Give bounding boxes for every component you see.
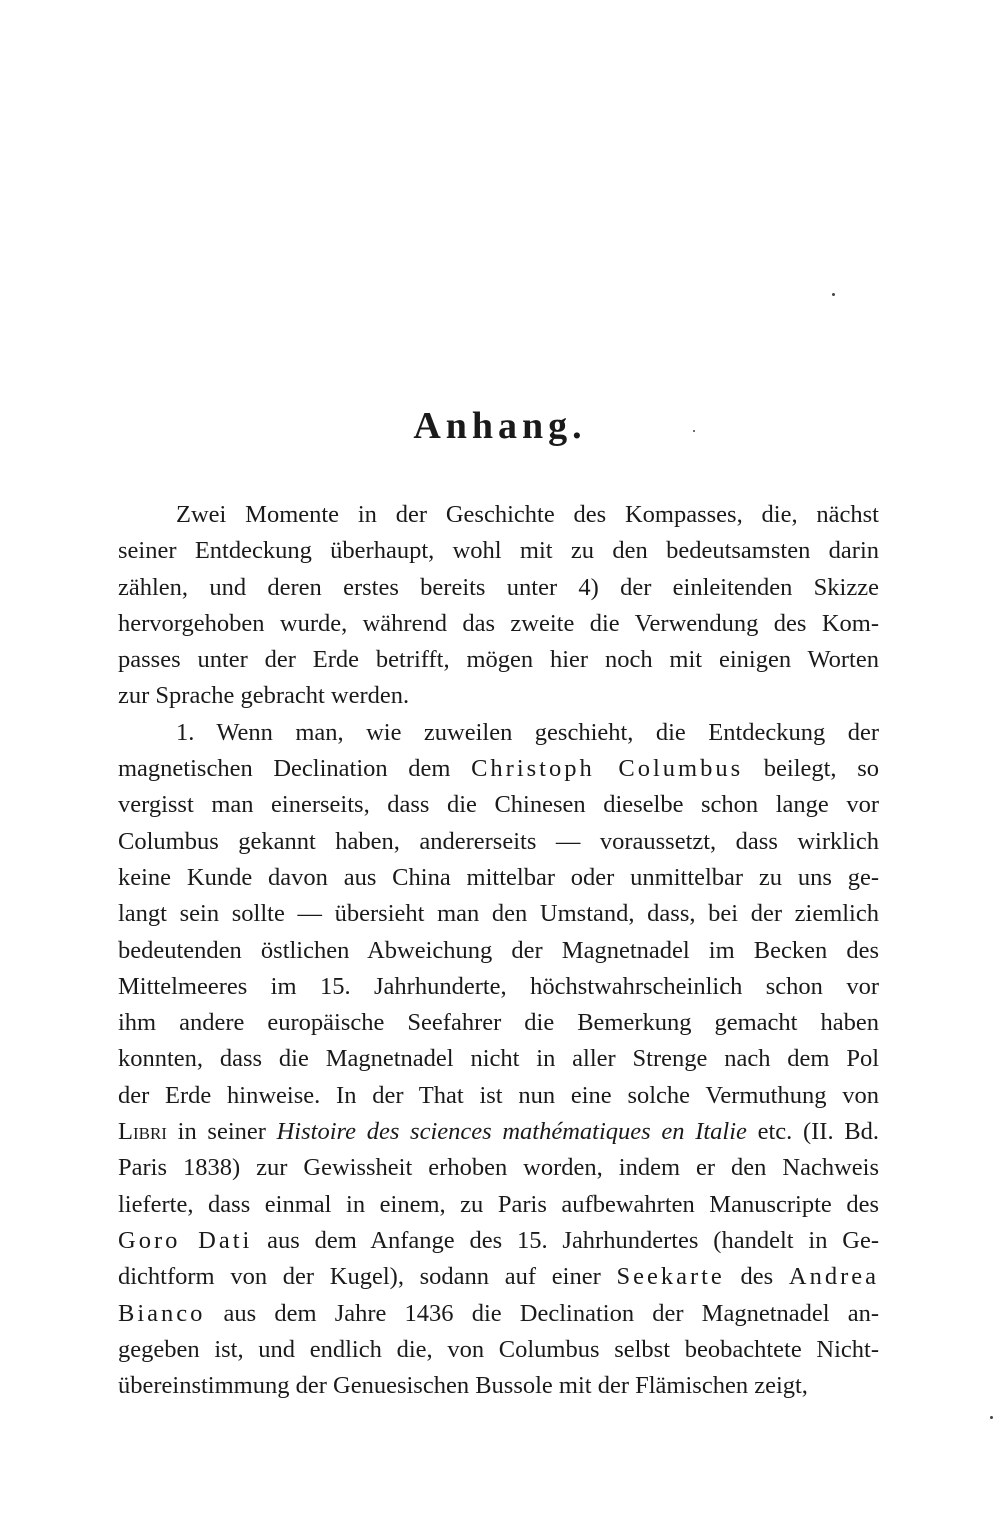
text-line: Paris 1838) zur Gewissheit erhoben worden, indem er den Nachweis — [118, 1154, 879, 1182]
text-line: ihm andere europäische Seefahrer die Bemerkung gemacht haben — [118, 1009, 879, 1037]
text-run: etc. (II. Bd. — [746, 1118, 879, 1146]
text-line: lieferte, dass einmal in einem, zu Paris aufbewahrten Manuscripte des — [118, 1190, 879, 1218]
text-run: des — [724, 1263, 789, 1291]
text-line — [118, 1259, 879, 1295]
text-line: passes unter der Erde betrifft, mögen hier noch mit einigen Worten — [118, 646, 879, 674]
body-text — [118, 497, 879, 1404]
text-line: langt sein sollte — übersieht man den Umstand, dass, bei der ziemlich — [118, 900, 879, 928]
text-line — [118, 1296, 879, 1332]
text-run: aus dem Jahre 1436 die Declination der Magnetnadel an- — [205, 1299, 879, 1327]
print-speck — [832, 293, 835, 296]
text-line: gegeben ist, und endlich die, von Columbus selbst beobachtete Nicht- — [118, 1335, 879, 1363]
text-line: Zwei Momente in der Geschichte des Kompasses, die, nächst — [176, 501, 879, 528]
text-line — [118, 1223, 879, 1259]
text-run: beilegt, so — [743, 755, 879, 783]
book-title: Histoire des sciences mathématiques en Italie — [276, 1118, 747, 1146]
text-line: der Erde hinweise. In der That ist nun eine solche Vermuthung von — [118, 1081, 879, 1109]
spaced-term: Seekarte — [616, 1263, 725, 1291]
text-line: konnten, dass die Magnetnadel nicht in aller Strenge nach dem Pol — [118, 1045, 879, 1073]
spaced-name: Christoph Columbus — [471, 755, 744, 783]
text-run: aus dem Anfange des 15. Jahrhundertes (handelt in Ge- — [252, 1226, 879, 1254]
text-line: bedeutenden östlichen Abweichung der Magnetnadel im Becken des — [118, 936, 879, 964]
text-line: zur Sprache gebracht werden. — [118, 682, 410, 710]
section-heading: Anhang. — [413, 405, 587, 447]
text-run: magnetischen Declination dem — [118, 755, 472, 783]
text-line: 1. Wenn man, wie zuweilen geschieht, die Entdeckung der — [176, 718, 879, 746]
text-line: keine Kunde davon aus China mittelbar oder unmittelbar zu uns ge- — [118, 863, 879, 891]
text-line — [118, 751, 879, 787]
text-line: vergisst man einerseits, dass die Chinesen dieselbe schon lange vor — [118, 791, 879, 819]
text-run: dichtform von der Kugel), sodann auf einer — [118, 1263, 617, 1291]
text-line: übereinstimmung der Genuesischen Bussole mit der Flämischen zeigt, — [118, 1372, 808, 1400]
text-line: seiner Entdeckung überhaupt, wohl mit zu den bedeutsamsten darin — [118, 537, 879, 565]
text-run: in seiner — [166, 1118, 277, 1146]
spaced-name: Andrea — [788, 1263, 879, 1291]
spaced-name: Bianco — [118, 1299, 206, 1327]
print-speck — [693, 430, 695, 432]
text-line: zählen, und deren erstes bereits unter 4) der einleitenden Skizze — [118, 573, 879, 601]
spaced-name: Goro Dati — [118, 1226, 253, 1254]
print-speck — [990, 1416, 993, 1419]
text-line: Columbus gekannt haben, andererseits — voraussetzt, dass wirklich — [118, 827, 879, 855]
text-line: Mittelmeeres im 15. Jahrhunderte, höchstwahrscheinlich schon vor — [118, 972, 879, 1000]
text-line — [118, 1114, 879, 1150]
text-line: hervorgehoben wurde, während das zweite die Verwendung des Kom- — [118, 609, 879, 637]
author-name: Libri — [118, 1118, 167, 1146]
